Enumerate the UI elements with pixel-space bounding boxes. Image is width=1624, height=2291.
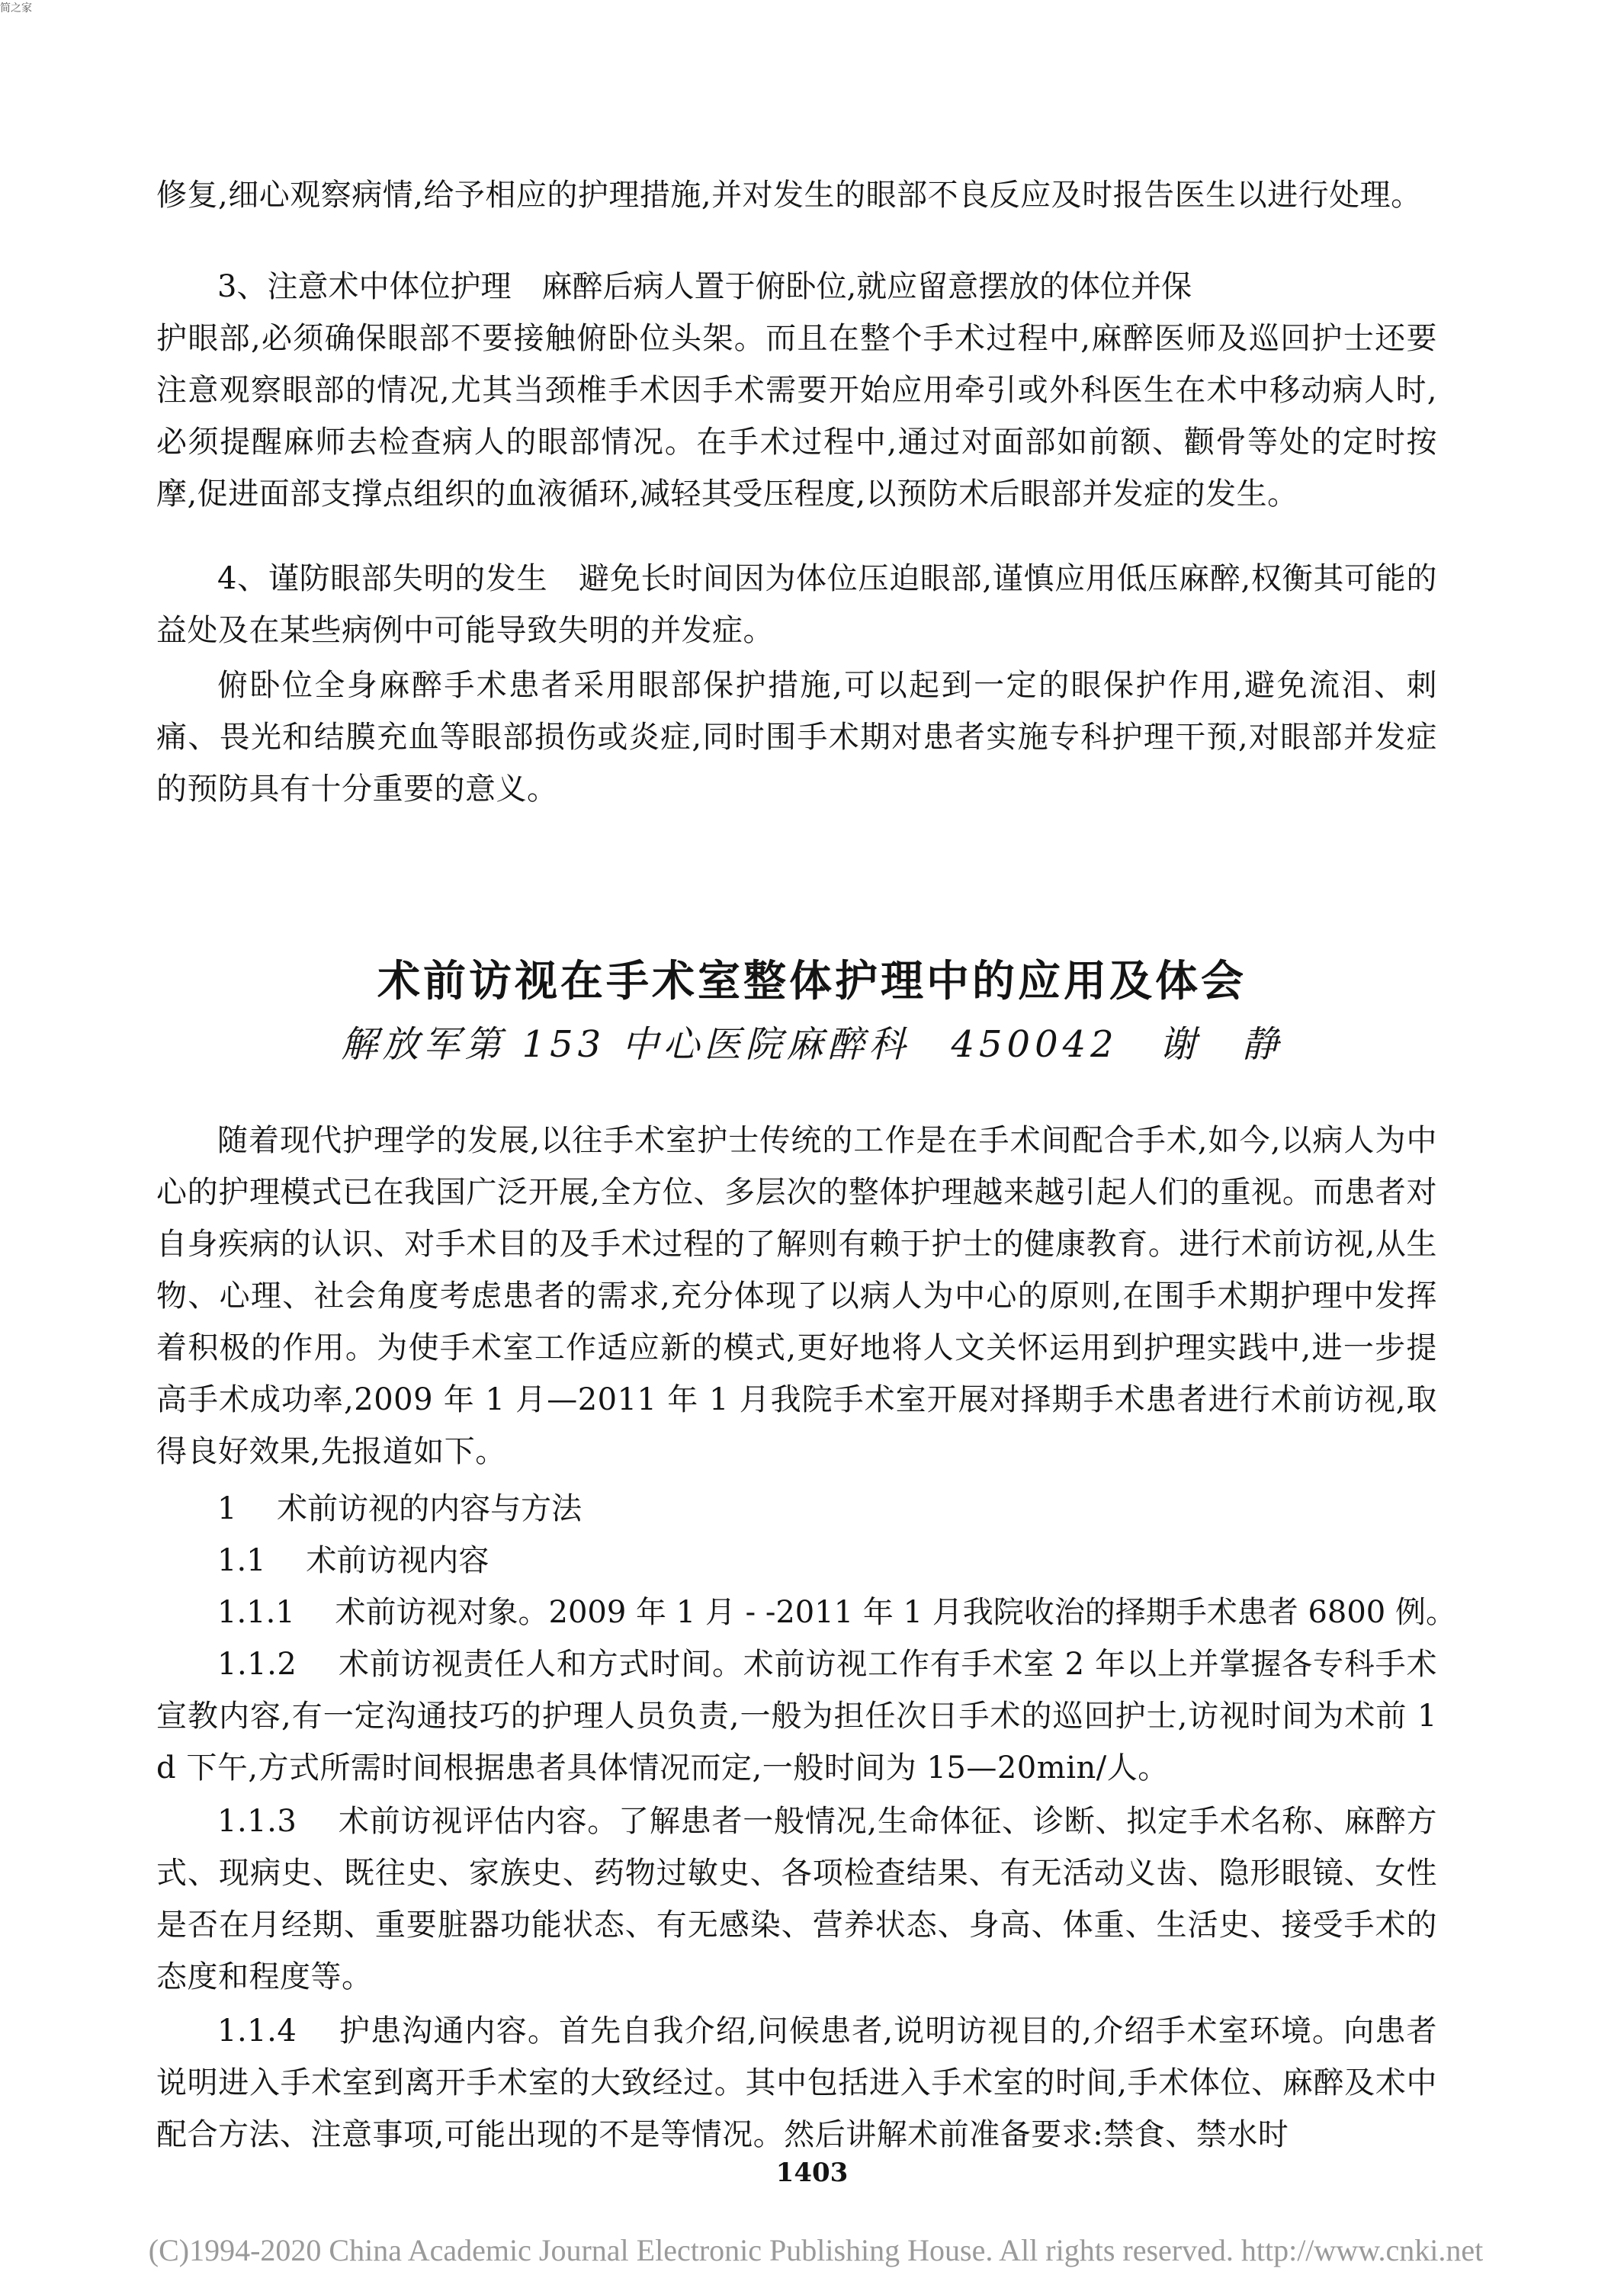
section-1-1-heading: 1.1 术前访视内容 xyxy=(217,1543,489,1578)
continuation-paragraph: 修复,细心观察病情,给予相应的护理措施,并对发生的眼部不良反应及时报告医生以进行处理。 xyxy=(156,178,1422,213)
item-3-heading: 3、注意术中体位护理 麻醉后病人置于俯卧位,就应留意摆放的体位并保 xyxy=(217,269,1192,304)
section-1-1-4-paragraph: 1.1.4 护患沟通内容。首先自我介绍,问候患者,说明访视目的,介绍手术室环境。向患者说明进入手术室到离开手术室的大致经过。其中包括进入手术室的时间,手术体位、麻醉及术中配合方法、注意事项,可能出现的不是等情况。然后讲解术前准备要求:禁食、禁水时 xyxy=(156,2013,1437,2152)
section-1-1-1-paragraph: 1.1.1 术前访视对象。2009 年 1 月 - -2011 年 1 月我院收治的择期手术患者 6800 例。 xyxy=(217,1595,1456,1630)
article-byline: 解放军第 153 中心医院麻醉科 450042 谢 静 xyxy=(341,1023,1283,1066)
article-title: 术前访视在手术室整体护理中的应用及体会 xyxy=(377,957,1247,1006)
section-1-1-2-paragraph: 1.1.2 术前访视责任人和方式时间。术前访视工作有手术室 2 年以上并掌握各专科手术宣教内容,有一定沟通技巧的护理人员负责,一般为担任次日手术的巡回护士,访视时间为术前 1 d 下午,方式所需时间根据患者具体情况而定,一般时间为 15—20min/人。 xyxy=(156,1647,1437,1786)
page-number: 1403 xyxy=(775,2158,849,2188)
item-3-body: 护眼部,必须确保眼部不要接触俯卧位头架。而且在整个手术过程中,麻醉医师及巡回护士还要注意观察眼部的情况,尤其当颈椎手术因手术需要开始应用牵引或外科医生在术中移动病人时,必须提醒麻师去检查病人的眼部情况。在手术过程中,通过对面部如前额、颧骨等处的定时按摩,促进面部支撑点组织的血液循环,减轻其受压程度,以预防术后眼部并发症的发生。 xyxy=(156,321,1437,512)
intro-paragraph: 随着现代护理学的发展,以往手术室护士传统的工作是在手术间配合手术,如今,以病人为中心的护理模式已在我国广泛开展,全方位、多层次的整体护理越来越引起人们的重视。而患者对自身疾病的认识、对手术目的及手术过程的了解则有赖于护士的健康教育。进行术前访视,从生物、心理、社会角度考虑患者的需求,充分体现了以病人为中心的原则,在围手术期护理中发挥着积极的作用。为使手术室工作适应新的模式,更好地将人文关怀运用到护理实践中,进一步提高手术成功率,2009 年 1 月—2011 年 1 月我院手术室开展对择期手术患者进行术前访视,取得良好效果,先报道如下。 xyxy=(156,1123,1437,1469)
copyright-notice: (C)1994-2020 China Academic Journal Electronic Publishing House. All rights reserved. http://www.cnki.net xyxy=(148,2233,1484,2267)
corner-mark: 简之家 xyxy=(0,2,32,14)
section-1-heading: 1 术前访视的内容与方法 xyxy=(217,1491,583,1526)
conclusion-paragraph: 俯卧位全身麻醉手术患者采用眼部保护措施,可以起到一定的眼保护作用,避免流泪、刺痛、畏光和结膜充血等眼部损伤或炎症,同时围手术期对患者实施专科护理干预,对眼部并发症的预防具有十分重要的意义。 xyxy=(156,668,1437,807)
section-1-1-3-paragraph: 1.1.3 术前访视评估内容。了解患者一般情况,生命体征、诊断、拟定手术名称、麻醉方式、现病史、既往史、家族史、药物过敏史、各项检查结果、有无活动义齿、隐形眼镜、女性是否在月经期、重要脏器功能状态、有无感染、营养状态、身高、体重、生活史、接受手术的态度和程度等。 xyxy=(156,1804,1437,1994)
item-4-paragraph: 4、谨防眼部失明的发生 避免长时间因为体位压迫眼部,谨慎应用低压麻醉,权衡其可能的益处及在某些病例中可能导致失明的并发症。 xyxy=(156,561,1437,648)
